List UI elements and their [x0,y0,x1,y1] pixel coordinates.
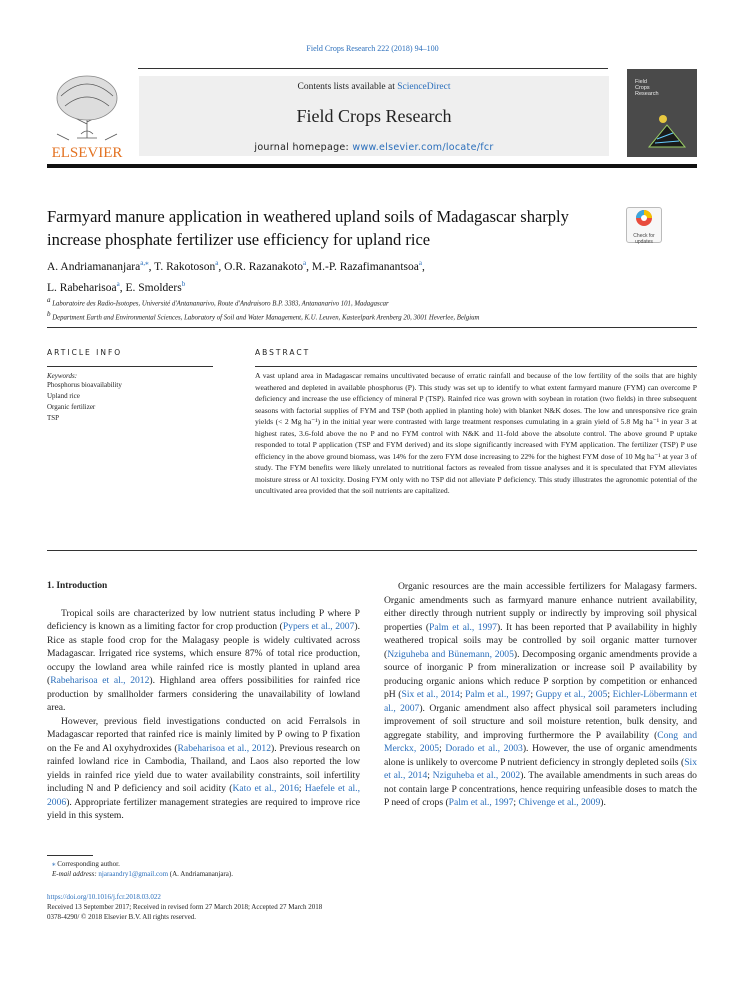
citation-link[interactable]: Pypers et al., 2007 [282,621,355,632]
citation-link[interactable]: Eichler-Löbermann et al., 2007 [384,689,697,714]
author[interactable]: T. Rakotoson$^a$, [154,259,225,273]
affiliation-b: $^b$ Department Earth and Environmental Sciences, Laboratory of Soil and Water Management, K.U. Leuven, Kasteelpark Arenberg 20, 3001 Heverlee, Belgium [47,310,480,322]
received-dates: Received 13 September 2017; Received in revised form 27 March 2018; Accepted 27 March 2018 [47,903,323,911]
email-link[interactable]: njaraandry1@gmail.com [98,870,169,878]
abstract-label: ABSTRACT [255,348,311,357]
intro-paragraph-1: Tropical soils are characterized by low nutrient status including P where P deficiency is known as a limiting factor for crop production (Pypers et al., 2007). Rice as staple food crop for the Malagasy people is widely cultivated across Madagascar. Irrigated rice systems, which ensure 87% of total rice production, occupy the lowland area while rainfed rice is mostly planted in upland area (Rabeharisoa et al., 2012). Highland area offers possibilities for rainfed rice production by smallholder farmers considering the unavailability of lowland area. [47,607,360,713]
journal-reference[interactable]: Field Crops Research 222 (2018) 94–100 [306,44,439,53]
citation-link[interactable]: Palm et al., 1997 [429,621,497,633]
author[interactable]: L. Rabeharisoa$^a$, [47,279,126,294]
affiliations [47,295,697,324]
article-info-rule [47,366,213,367]
crossmark-line-1: Check for [633,233,655,239]
keyword: Phosphorus bioavailability [47,381,122,389]
cover-art-icon [627,69,697,157]
abstract-rule [255,366,697,367]
contents-line [139,82,609,92]
citation-link[interactable]: Rabeharisoa et al., 2012 [177,742,272,754]
intro-left-column [47,580,360,823]
section-rule-bottom [47,550,697,551]
intro-paragraph-3: Organic resources are the main accessible fertilizers for Malagasy farmers. Organic amendments such as farmyard manure enhance nutrient availability, either directly through nutrient supply or indirectly by improving soil physical properties (Palm et al., 1997). It has been reported that P availability in highly weathered tropical soils may be controlled by soil organic matter turnover (Nziguheba and Bünemann, 2005). Decomposing organic amendments provide a source of inorganic P from mineralization or increase soil P availability by producing organic anions which reduce P sorption by competition or enhanced pH (Six et al., 2014; Palm et al., 1997; Guppy et al., 2005; Eichler-Löbermann et al., 2007). Organic amendment also affect physical soil parameters including improvement of soil structure and soil moisture retention, bulk density, and aggregate stability, and improving furthermore the P availability (Cong and Merckx, 2005; Dorado et al., 2003). However, the use of organic amendments alone is unlikely to overcome P nutrient deficiency in strongly depleted soils (Six et al., 2014; Nziguheba et al., 2002). The available amendments in such areas do not contain large P concentrations, hence requiring unfeasible doses to match the P need of crops (Palm et al., 1997; Chivenge et al., 2009). [384,581,697,808]
homepage-link[interactable]: www.elsevier.com/locate/fcr [352,142,494,153]
journal-title: Field Crops Research [296,106,452,126]
citation-link[interactable]: Haefele et al., 2006 [47,783,360,808]
elsevier-logo [47,68,127,160]
article-title: Farmyard manure application in weathered upland soils of Madagascar sharply increase phosphate fertilizer use efficiency for upland rice [47,207,569,249]
article-info-label: ARTICLE INFO [47,348,123,357]
intro-paragraph-2: However, previous field investigations conducted on acid Ferralsols in Madagascar reported that rainfed rice is mainly limited by P owing to P fixation on the Fe and Al oxyhydroxides (Rabeharisoa et al., 2012). Previous research on rainfed lowland rice in Cambodia, Thailand, and Laos also reported the low yields in rainfed rice yield due to water availability constraints, soil infertility including N and P deficiency and soil acidity (Kato et al., 2016; Haefele et al., 2006). Appropriate fertilizer management strategies are required to improve rice yield in this system. [47,715,360,821]
cover-text-2: Crops [635,85,650,91]
journal-header [47,68,697,164]
citation-link[interactable]: Guppy et al., 2005 [535,689,608,700]
journal-cover-image[interactable] [627,69,697,157]
section-rule-top [47,327,697,328]
elsevier-tree-icon [47,68,127,160]
homepage-line [139,142,609,153]
citation-link[interactable]: Nziguheba et al., 2002 [432,770,521,781]
crossmark-icon [627,208,661,228]
citation-link[interactable]: Nziguheba and Bünemann, 2005 [387,648,514,660]
author[interactable]: A. Andriamananjara$^{a,⁎}$, [47,259,155,273]
publisher-name: ELSEVIER [51,145,123,160]
citation-link[interactable]: Six et al., 2014 [384,756,697,781]
keywords-label: Keywords: [47,372,78,380]
doi-link[interactable]: https://doi.org/10.1016/j.fcr.2018.03.022 [47,893,161,901]
author[interactable]: E. Smolders$^b$ [125,279,186,294]
citation-link[interactable]: Kato et al., 2016 [232,783,299,794]
copyright: 0378-4290/ © 2018 Elsevier B.V. All rights reserved. [47,913,197,921]
keyword: Organic fertilizer [47,403,96,411]
article-metadata [47,892,697,922]
check-for-updates-badge[interactable] [626,207,662,243]
citation-link[interactable]: Rabeharisoa et al., 2012 [50,675,150,686]
citation-link[interactable]: Palm et al., 1997 [465,689,531,700]
contents-prefix: Contents lists available at [297,82,398,92]
sciencedirect-link[interactable]: ScienceDirect [397,82,451,92]
intro-right-column [384,580,697,810]
citation-link[interactable]: Palm et al., 1997 [448,797,514,808]
author[interactable]: O.R. Razanakoto$^a$, [224,259,312,273]
citation-link[interactable]: Chivenge et al., 2009 [518,797,601,808]
citation-link[interactable]: Dorado et al., 2003 [445,743,523,754]
citation-link[interactable]: Cong and Merckx, 2005 [384,729,697,754]
homepage-prefix: journal homepage: [254,142,353,153]
cover-text-3: Research [635,91,659,97]
keyword: Upland rice [47,392,80,400]
abstract-text: A vast upland area in Madagascar remains uncultivated because of erratic rainfall and because of the low fertility of the soils that are highly weathered and depleted in available phosphorus (P). This study was set up to identify to what extent farmyard manure (FYM) can overcome P deficiency and increase the use efficiency of mineral P (TSP). Rainfed rice was grown with soybean in rotation (two fields) in three subsequent seasons with factorial supplies of FYM and TSP (both applied in planting hole) with blanket N&K doses. The low and unresponsive rice grain yields (< 2 Mg ha⁻¹) in the initial year were contrasted with large treatment responses cumulating in a grain yield of 5.8 Mg ha⁻¹ in year 3 at highest rates, 3.6-fold above the no P and no FYM control with N&K and 11-fold above the absolute control. The above ground P uptake responded to total P application (TSP and FYM derived) and its slope significantly increased with FYM application. The fertilizer (TSP) P use efficiency in the above ground biomass, was 14% for the zero FYM dose increasing to 22% for the highest FYM dose of 10 Mg ha⁻¹ at year 3 of study. The FYM benefits were likely unrelated to nutritional factors as revealed from tissue analyses and it is speculated that FYM alleviates moisture stress or Al toxicity. Dosing FYM only with no TSP did not alleviate P deficiency. This study illustrates the agronomic potential of the uncultivated area provided that the soil nutrients are capitalized. [255,371,697,495]
footnote [52,859,552,879]
cover-text-1: Field [635,79,647,85]
citation-link[interactable]: Six et al., 2014 [401,689,460,700]
keyword: TSP [47,414,60,422]
corresponding-author-note: ⁎ Corresponding author. [52,860,120,868]
author-list [47,255,647,297]
section-heading: 1. Introduction [47,581,108,591]
header-bottom-rule [47,164,697,168]
keywords-block [47,372,213,424]
email-note: E-mail address: njaraandry1@gmail.com (A. Andriamananjara). [52,870,233,878]
crossmark-line-2: updates [635,239,653,245]
affiliation-a: $^a$ Laboratoire des Radio-Isotopes, Université d'Antananarivo, Route d'Andraisoro B.P. 3383, Antananarivo 101, Madagascar [47,296,389,308]
footnote-rule [47,855,93,856]
author[interactable]: M.-P. Razafimanantsoa$^a$, [311,259,425,273]
journal-banner [139,76,609,156]
crossmark-label [627,233,661,245]
